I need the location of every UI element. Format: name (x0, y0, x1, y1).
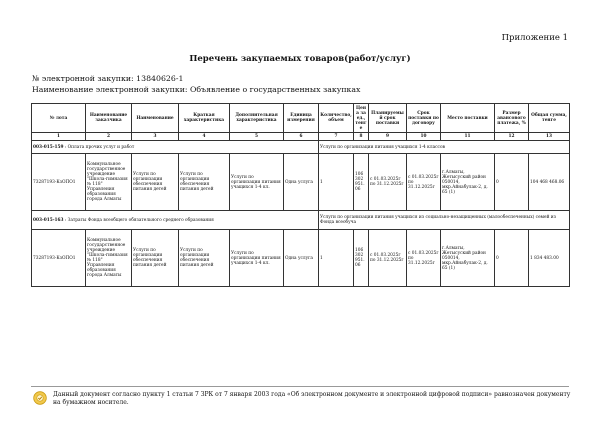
delivery-place: г.Алматы, Жетысуский район 050014, мкр.Айнабулак-2, д. 65 (1) (441, 230, 495, 287)
col-number: 1 (32, 133, 86, 141)
quantity: 1 (319, 230, 354, 287)
customer-name: Коммунальное государственное учреждение "Школа-гимназия № 118" Управления образования города Алматы (86, 154, 132, 211)
lot-number: 73287193-КзОПО1 (32, 154, 86, 211)
col-header: Размер авансового платежа, % (495, 104, 529, 133)
group-name: : Затраты Фонда всеобщего обязательного среднего образования (63, 217, 214, 223)
advance-percent: 0 (495, 154, 529, 211)
item-name: Услуги по организации обеспечения питания детей (132, 154, 179, 211)
col-number: 2 (86, 133, 132, 141)
col-number: 3 (132, 133, 179, 141)
table-row (32, 230, 570, 287)
col-header: Место поставки (441, 104, 495, 133)
lot-number: 73287193-КзОПО1 (32, 230, 86, 287)
extra-description: Услуги по организации питания учащихся 1-4 кл. (230, 230, 284, 287)
col-header: Планируемый срок поставки (369, 104, 407, 133)
col-number: 10 (407, 133, 441, 141)
planned-term: с 01.03.2025г по 31.12.2025г (369, 230, 407, 287)
col-header: Наименование (132, 104, 179, 133)
short-description: Услуги по организации обеспечения питания детей (179, 230, 230, 287)
appendix-label: Приложение 1 (501, 33, 568, 43)
col-header: Краткая характеристика (179, 104, 230, 133)
col-header: Срок поставки по договору (407, 104, 441, 133)
total-amount: 1 834 483.00 (529, 230, 570, 287)
procurement-name: Наименование электронной закупки: Объявление о государственных закупках (32, 85, 361, 94)
group-description: Услуги по организации питания учащихся из социально-незащищенных (малообеспеченных) семей из Фонда всеобуча (319, 211, 570, 230)
procurement-number: № электронной закупки: 13840626-1 (32, 74, 184, 83)
col-number: 6 (284, 133, 319, 141)
col-number: 9 (369, 133, 407, 141)
group-title (32, 141, 319, 154)
group-row (32, 211, 570, 230)
goods-table (31, 103, 570, 287)
contract-term: с 01.03.2025г по 31.12.2025г (407, 230, 441, 287)
col-number: 12 (495, 133, 529, 141)
col-header: Наименование заказчика (86, 104, 132, 133)
unit: Одна услуга (284, 154, 319, 211)
group-title (32, 211, 319, 230)
table-row (32, 154, 570, 211)
planned-term: с 01.03.2025г по 31.12.2025г (369, 154, 407, 211)
group-code: 003-015-163 (33, 217, 64, 223)
col-header: Общая сумма, тенге (529, 104, 570, 133)
col-number: 7 (319, 133, 354, 141)
col-header: № лота (32, 104, 86, 133)
group-name: : Оплата прочих услуг и работ (63, 144, 135, 150)
col-number: 4 (179, 133, 230, 141)
footer (31, 386, 569, 413)
col-number: 8 (354, 133, 369, 141)
col-number: 13 (529, 133, 570, 141)
signature-seal-icon (33, 391, 47, 405)
unit-price: 106 302 951.06 (354, 154, 369, 211)
col-number: 5 (230, 133, 284, 141)
header-row (32, 104, 570, 133)
advance-percent: 0 (495, 230, 529, 287)
customer-name: Коммунальное государственное учреждение "Школа-гимназия № 118" Управления образования города Алматы (86, 230, 132, 287)
short-description: Услуги по организации обеспечения питания детей (179, 154, 230, 211)
column-number-row (32, 133, 570, 141)
group-row (32, 141, 570, 154)
total-amount: 104 468 468.06 (529, 154, 570, 211)
col-header: Дополнительная характеристика (230, 104, 284, 133)
contract-term: с 01.03.2025г по 31.12.2025г (407, 154, 441, 211)
group-code: 003-015-159 (33, 144, 64, 150)
extra-description: Услуги по организации питания учащихся 1-4 кл. (230, 154, 284, 211)
document-title: Перечень закупаемых товаров(работ/услуг) (189, 54, 411, 64)
col-header: Единица измерения (284, 104, 319, 133)
delivery-place: г.Алматы, Жетысуский район 050014, мкр.Айнабулак-2, д. 65 (1) (441, 154, 495, 211)
unit-price: 106 302 951.06 (354, 230, 369, 287)
legal-footnote: Данный документ согласно пункту 1 статьи 7 ЗРК от 7 января 2003 года «Об электронном документе и электронной цифровой подписи» равнозначен документу на бумажном носителе. (53, 391, 571, 406)
quantity: 1 (319, 154, 354, 211)
col-header: Количество, объем (319, 104, 354, 133)
unit: Одна услуга (284, 230, 319, 287)
item-name: Услуги по организации обеспечения питания детей (132, 230, 179, 287)
group-description: Услуги по организации питания учащихся 1-4 классов (319, 141, 570, 154)
col-number: 11 (441, 133, 495, 141)
col-header: Цена за ед., тенге (355, 105, 367, 131)
